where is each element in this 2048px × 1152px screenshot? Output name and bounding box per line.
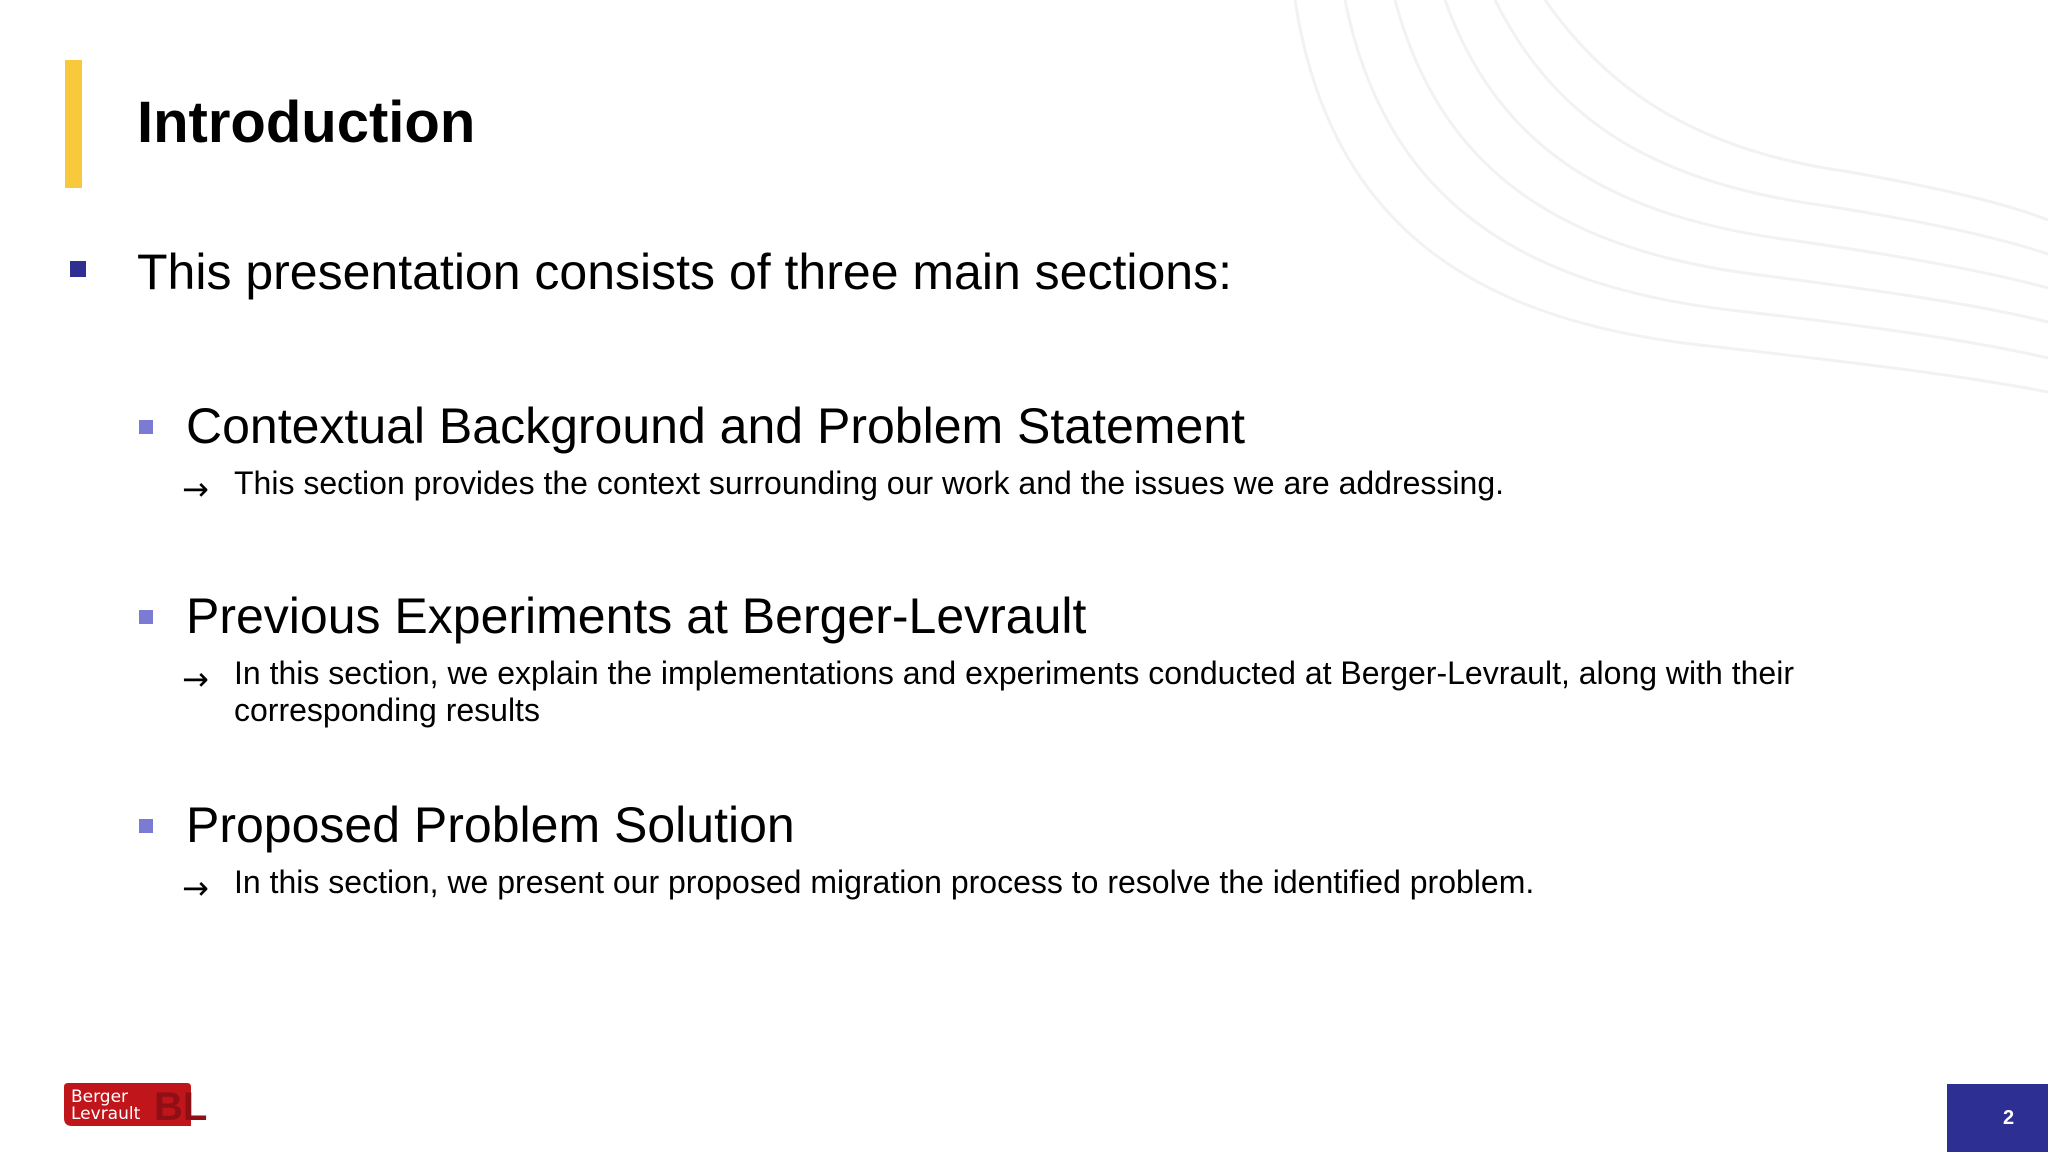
slide-title: Introduction (137, 90, 476, 155)
section-description: In this section, we explain the implementations and experiments conducted at Berger-Levrault, along with their corresponding results (234, 655, 1794, 728)
section-title: Proposed Problem Solution (186, 797, 795, 853)
square-bullet-icon (139, 819, 153, 833)
berger-levrault-logo (64, 1083, 208, 1129)
square-bullet-icon (139, 610, 153, 624)
intro-text: This presentation consists of three main sections: (137, 244, 1232, 300)
logo-text-line1: Berger (71, 1087, 129, 1107)
intro-bullet (0, 238, 2048, 308)
right-arrow-icon: → (182, 660, 209, 698)
logo-mark: BL (154, 1085, 208, 1129)
right-arrow-icon: → (182, 869, 209, 907)
page-number-badge (1947, 1084, 2048, 1152)
section-title: Previous Experiments at Berger-Levrault (186, 588, 1087, 644)
page-number: 2 (2002, 1106, 2015, 1129)
square-bullet-icon (139, 420, 153, 434)
section-title: Contextual Background and Problem Statement (186, 398, 1245, 454)
section-description: In this section, we present our proposed migration process to resolve the identified problem. (234, 864, 1535, 900)
logo-text-line2: Levrault (71, 1104, 141, 1124)
right-arrow-icon: → (182, 470, 209, 508)
square-bullet-icon (70, 261, 86, 277)
title-accent-bar (65, 60, 82, 188)
section-description: This section provides the context surrounding our work and the issues we are addressing. (234, 465, 1505, 501)
